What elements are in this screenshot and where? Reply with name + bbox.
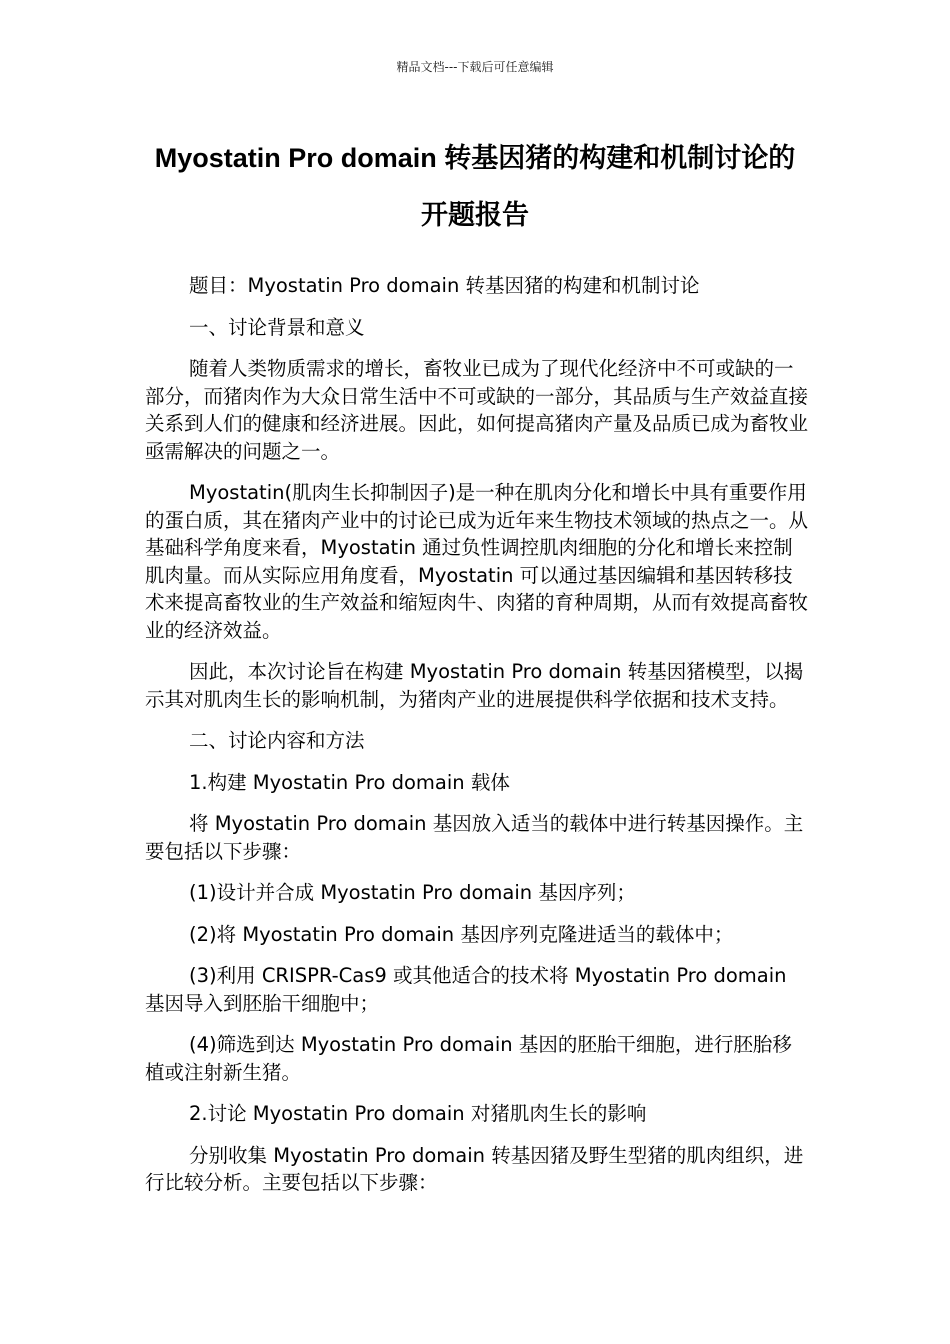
step-1: (1)设计并合成 Myostatin Pro domain 基因序列； [189,881,636,904]
step-3: (3)利用 CRISPR-Cas9 或其他适合的技术将 Myostatin Pro domain 基因导入到胚胎干细胞中； [145,964,787,1015]
paragraph-background-2: Myostatin(肌肉生长抑制因子)是一种在肌肉分化和增长中具有重要作用的蛋白质，其在猪肉产业中的讨论已成为近年来生物技术领域的热点之一。从基础科学角度来看，Myostatin 通过负性调控肌肉细胞的分化和增长来控制肌肉量。而从实际应用角度看，Myostatin 可以通过基因编辑和基因转移技术来提高畜牧业的生产效益和缩短肉牛、肉猪的育种周期，从而有效提高畜牧业的经济效益。 [145,481,809,642]
topic-line: 题目：Myostatin Pro domain 转基因猪的构建和机制讨论 [189,274,700,297]
document-title-line-2: 开题报告 [421,200,529,230]
section-heading-methods: 二、讨论内容和方法 [189,729,365,752]
header-note: 精品文档---下载后可任意编辑 [396,60,554,74]
paragraph-effects: 分别收集 Myostatin Pro domain 转基因猪及野生型猪的肌肉组织，进行比较分析。主要包括以下步骤： [145,1143,804,1194]
section-heading-background: 一、讨论背景和意义 [189,315,365,339]
subsection-heading-vector: 1.构建 Myostatin Pro domain 载体 [189,770,510,794]
step-4: (4)筛选到达 Myostatin Pro domain 基因的胚胎干细胞，进行胚胎移植或注射新生猪。 [145,1033,792,1084]
step-2: (2)将 Myostatin Pro domain 基因序列克隆进适当的载体中； [189,922,734,946]
document-title [130,130,820,244]
paragraph-vector: 将 Myostatin Pro domain 基因放入适当的载体中进行转基因操作。主要包括以下步骤： [145,812,804,863]
paragraph-background-3: 因此，本次讨论旨在构建 Myostatin Pro domain 转基因猪模型，以揭示其对肌肉生长的影响机制，为猪肉产业的进展提供科学依据和技术支持。 [145,660,804,711]
document-body [145,272,810,1211]
subsection-heading-effects: 2.讨论 Myostatin Pro domain 对猪肌肉生长的影响 [189,1102,647,1125]
document-title-line-1: Myostatin Pro domain 转基因猪的构建和机制讨论的 [154,143,796,173]
paragraph-background-1: 随着人类物质需求的增长，畜牧业已成为了现代化经济中不可或缺的一部分，而猪肉作为大众日常生活中不可或缺的一部分，其品质与生产效益直接关系到人们的健康和经济进展。因此，如何提高猪肉产量及品质已成为畜牧业亟需解决的问题之一。 [145,357,809,463]
